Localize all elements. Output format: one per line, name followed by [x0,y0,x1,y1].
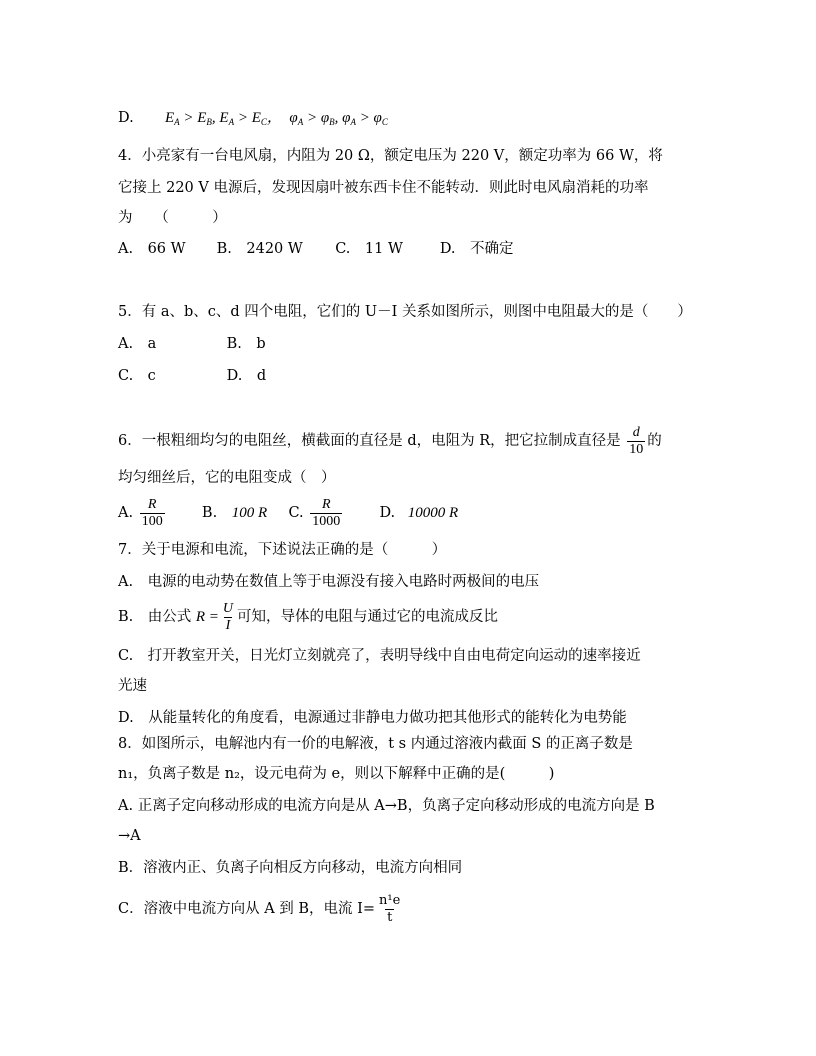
q6-option-a-denominator: 100 [141,513,163,529]
q6-option-c-denominator: 1000 [312,513,341,529]
q4-options [118,239,514,259]
q7-stem: 7．关于电源和电流，下述说法正确的是（ ） [118,542,447,558]
q5-options-row1 [118,334,266,354]
q6-fraction-denominator: 10 [629,441,644,457]
q4-option-c: C. 11 W [335,241,403,257]
q6-option-b-label: B. [201,505,218,521]
q7-option-c-line2: 光速 [118,678,147,694]
q5-option-d: D. d [226,368,267,384]
q8-option-b: B．溶液内正、负离子向相反方向移动，电流方向相同 [118,860,463,876]
q8-option-c-numerator: n¹e [379,892,401,908]
q3-option-d-label: D. [118,110,134,126]
q8-option-c [118,886,404,932]
q5-stem: 5．有 a、b、c、d 四个电阻，它们的 U－I 关系如图所示，则图中电阻最大的是（ ） [118,304,692,320]
q7-option-b-fraction [221,601,235,634]
q8-option-a-line2: →A [118,828,141,844]
q4-option-b: B. 2420 W [216,241,303,257]
q6-option-c-label: C. [288,505,304,521]
q4-option-a: A. 66 W [118,241,186,257]
q7-option-a: A. 电源的电动势在数值上等于电源没有接入电路时两极间的电压 [118,574,540,590]
q6-option-c-fraction [310,497,342,530]
q8-option-c-fraction [377,893,402,926]
q7-option-c-line1: C. 打开教室开关，日光灯立刻就亮了，表明导线中自由电荷定向运动的速率接近 [118,648,641,664]
q6-option-d-label: D. [379,505,396,521]
q6-option-a-label: A. [118,505,134,521]
q6-line2: 均匀细丝后，它的电阻变成（ ） [118,470,336,486]
q6-line1-end: 的 [647,433,662,449]
q5-options-row2 [118,366,266,386]
q7-option-b [118,598,498,636]
q7-option-b-pre: B. 由公式 [118,609,192,625]
q7-option-b-numerator: U [222,600,234,616]
q7-option-b-post: 可知，导体的电阻与通过它的电流成反比 [237,609,499,625]
q5-option-c: C. c [118,368,156,384]
q6-fraction [627,425,645,458]
q6-fraction-numerator: d [632,424,640,440]
q4-line3: 为 （ ） [118,210,227,226]
q8-line2: n₁，负离子数是 n₂，设元电荷为 e，则以下解释中正确的是( ) [118,766,555,782]
q6-line1 [118,424,662,458]
q6-option-a-fraction [140,497,165,530]
q6-option-b-value: 100 R [231,505,268,521]
q5-option-a: A. a [118,336,157,352]
q8-option-c-pre: C．溶液中电流方向从 A 到 B，电流 I= [118,901,376,917]
q8-option-a-line1: A. 正离子定向移动形成的电流方向是从 A→B，负离子定向移动形成的电流方向是 B [118,798,655,814]
q3-option-d-expression: $E_A > E_B$, $E_A > E_C$， $\varphi_A > \varphi_B$, $\varphi_A > \varphi_C$ [164,110,388,127]
q6-option-c-numerator: R [321,496,331,512]
q7-option-b-denominator: I [225,617,231,633]
q6-option-d-value: 10000 R [407,505,459,521]
q8-option-c-denominator: t [387,909,393,925]
q4-line1: 4．小亮家有一台电风扇，内阻为 20 Ω，额定电压为 220 V，额定功率为 66 W，将 [118,148,663,164]
q6-options [118,494,458,532]
q7-option-b-lhs: R = [195,609,219,625]
q7-option-d: D. 从能量转化的角度看，电源通过非静电力做功把其他形式的能转化为电势能 [118,710,627,726]
q6-line1-text: 6．一根粗细均匀的电阻丝，横截面的直径是 d，电阻为 R，把它拉制成直径是 [118,433,621,449]
q6-option-a-numerator: R [147,496,157,512]
q4-line2: 它接上 220 V 电源后，发现因扇叶被东西卡住不能转动．则此时电风扇消耗的功率 [118,180,649,196]
q3-option-d [118,108,388,132]
q4-option-d: D. 不确定 [439,241,514,257]
q5-option-b: B. b [226,336,266,352]
q8-line1: 8．如图所示，电解池内有一价的电解液，t s 内通过溶液内截面 S 的正离子数是 [118,736,633,752]
